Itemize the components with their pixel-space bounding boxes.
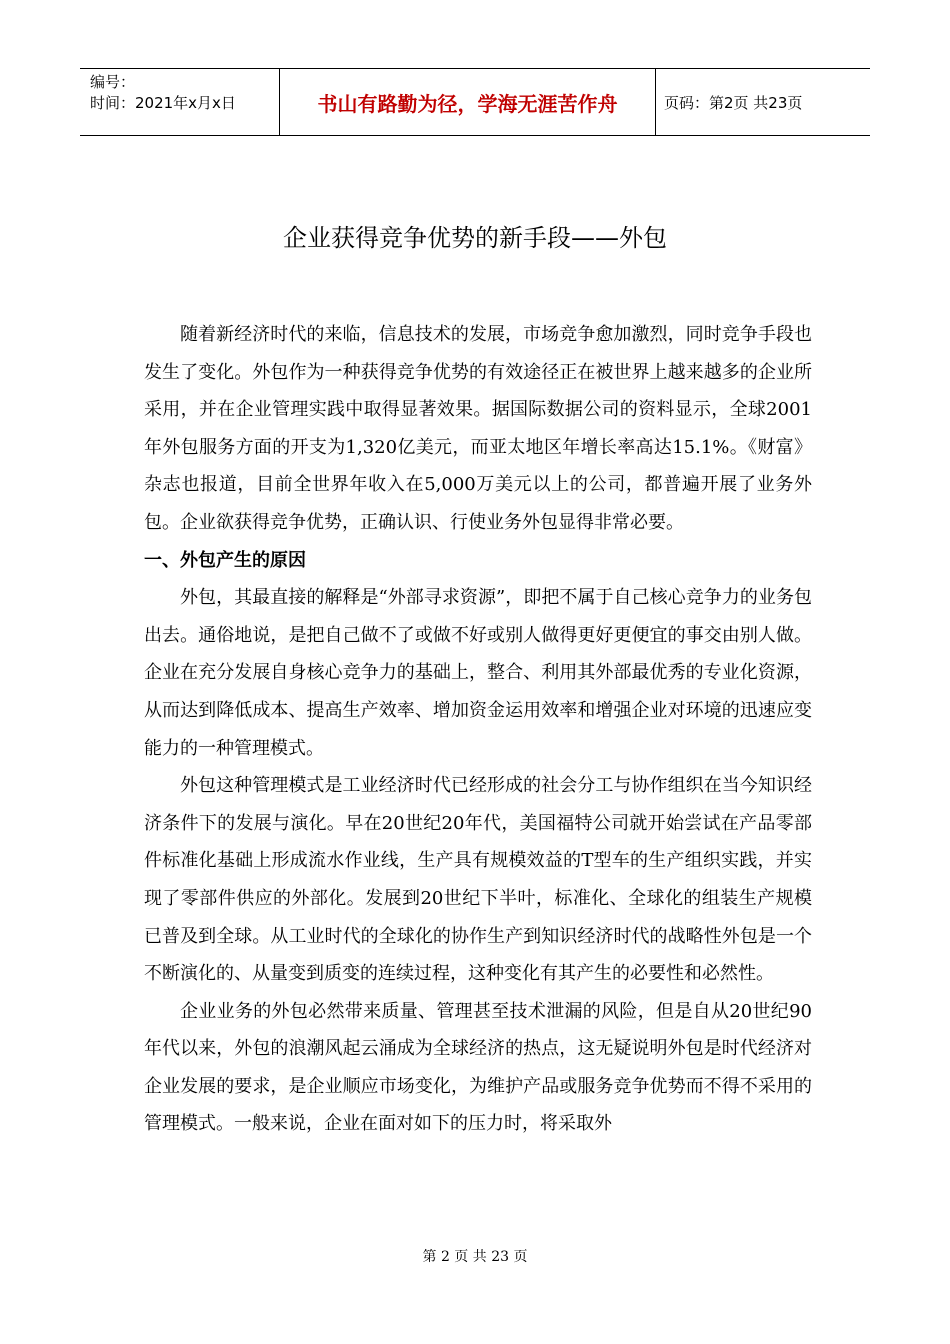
page-footer: 第 2 页 共 23 页 <box>422 1249 528 1265</box>
document-date: 时间：2021年x月x日 <box>90 94 236 112</box>
paragraph-intro: 随着新经济时代的来临，信息技术的发展，市场竞争愈加激烈，同时竞争手段也发生了变化。外包作为一种获得竞争优势的有效途径正在被世界上越来越多的企业所采用，并在企业管理实践中取得显著效果。据国际数据公司的资料显示，全球2001年外包服务方面的开支为1,320亿美元，而亚太地区年增长率高达15.1%。《财富》杂志也报道，目前全世界年收入在5,000万美元以上的公司，都普遍开展了业务外包。企业欲获得竞争优势，正确认识、行使业务外包显得非常必要。 <box>144 324 812 533</box>
document-body <box>144 316 812 1143</box>
header-motto: 书山有路勤为径，学海无涯苦作舟 <box>280 69 656 135</box>
paragraph-pressure: 企业业务的外包必然带来质量、管理甚至技术泄漏的风险，但是自从20世纪90年代以来，外包的浪潮风起云涌成为全球经济的热点，这无疑说明外包是时代经济对企业发展的要求，是企业顺应市场变化，为维护产品或服务竞争优势而不得不采用的管理模式。一般来说，企业在面对如下的压力时，将采取外 <box>144 1000 812 1135</box>
paragraph-definition: 外包，其最直接的解释是“外部寻求资源”，即把不属于自己核心竞争力的业务包出去。通俗地说，是把自己做不了或做不好或别人做得更好更便宜的事交由别人做。企业在充分发展自身核心竞争力的基础上，整合、利用其外部最优秀的专业化资源，从而达到降低成本、提高生产效率、增加资金运用效率和增强企业对环境的迅速应变能力的一种管理模式。 <box>144 587 812 759</box>
header-meta <box>80 69 280 135</box>
document-number-label: 编号： <box>90 73 136 91</box>
header-page-info: 页码：第2页 共23页 <box>664 93 803 112</box>
section-heading: 一、外包产生的原因 <box>144 549 306 571</box>
paragraph-history: 外包这种管理模式是工业经济时代已经形成的社会分工与协作组织在当今知识经济条件下的发展与演化。早在20世纪20年代，美国福特公司就开始尝试在产品零部件标准化基础上形成流水作业线，生产具有规模效益的T型车的生产组织实践，并实现了零部件供应的外部化。发展到20世纪下半叶，标准化、全球化的组装生产规模已普及到全球。从工业时代的全球化的协作生产到知识经济时代的战略性外包是一个不断演化的、从量变到质变的连续过程，这种变化有其产生的必要性和必然性。 <box>144 775 812 985</box>
page-header <box>80 68 870 136</box>
document-title: 企业获得竞争优势的新手段——外包 <box>283 224 667 252</box>
